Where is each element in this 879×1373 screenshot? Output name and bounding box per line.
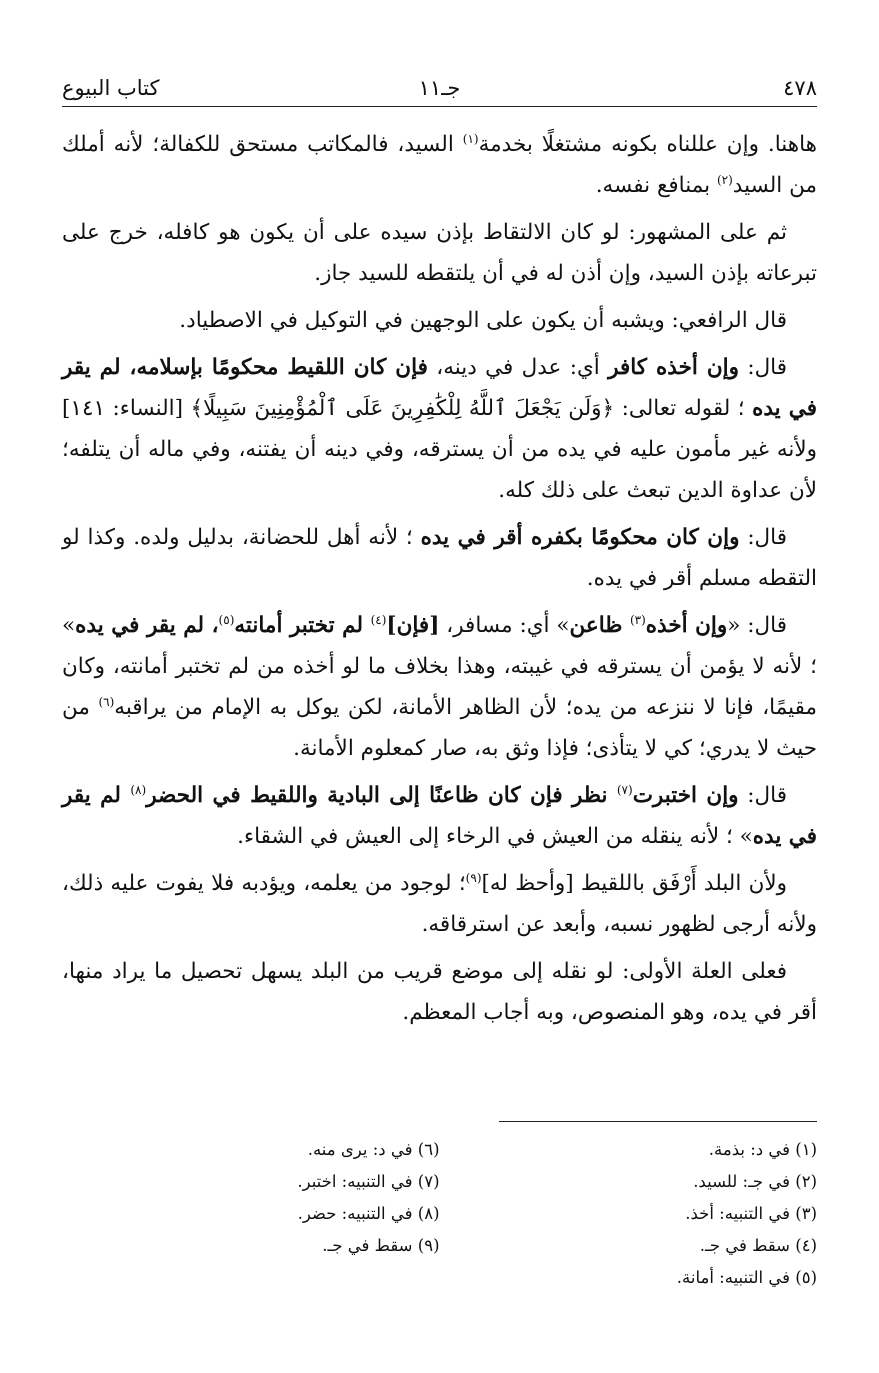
bold-text: وإن أخذه — [645, 613, 728, 638]
footnote-marker: (١) — [462, 131, 479, 146]
footnote-marker: (٦) — [98, 694, 115, 709]
footnote: (٩) سقط في جـ. — [322, 1236, 440, 1255]
footnote-marker: (٥) — [218, 612, 235, 627]
text-segment: فعلى العلة الأولى: لو نقله إلى موضع قريب من البلد يسهل تحصيل ما يراد منها، أقر في يده، وهو المنصوص، وبه أجاب المعظم. — [62, 959, 817, 1025]
bold-text: ظاعن — [569, 613, 630, 638]
bold-text: [فإن] — [386, 613, 440, 638]
page-header — [62, 64, 817, 107]
text-segment: » ؛ لأنه ينقله من العيش في الرخاء إلى العيش في الشقاء. — [237, 824, 753, 849]
footnotes-right-column — [440, 1134, 818, 1294]
text-segment: ؛ لوجود من يعلمه، ويؤدبه فلا يفوت عليه ذلك، ولأنه أرجى لظهور نسبه، وأبعد عن استرقاقه. — [62, 871, 817, 937]
text-segment: ثم على المشهور: لو كان الالتقاط بإذن سيده على أن يكون هو كافله، خرج على تبرعاته بإذن السيد، وإن أذن له في أن يلتقطه للسيد جاز. — [62, 220, 817, 286]
footnote-separator — [499, 1121, 817, 1122]
text-segment: ولأن البلد أَرْفَق باللقيط [وأحظ له] — [481, 871, 788, 896]
footnote: (٧) في التنبيه: اختبر. — [297, 1172, 440, 1191]
text-segment: قال: « — [727, 613, 787, 638]
text-segment: السيد، فالمكاتب مستحق للكفالة؛ لأنه أملك من السيد — [62, 132, 817, 198]
paragraph-p8 — [62, 863, 817, 945]
footnote: (٥) في التنبيه: أمانة. — [676, 1268, 817, 1287]
text-segment: » أي: مسافر، — [439, 613, 570, 638]
bold-text: فإن كان اللقيط محكومًا بإسلامه، لم يقر في يده — [62, 355, 817, 421]
footnote: (٦) في د: يرى منه. — [307, 1140, 440, 1159]
text-segment: قال: — [739, 525, 788, 550]
footnote: (٤) سقط في جـ. — [699, 1236, 817, 1255]
paragraph-p9 — [62, 951, 817, 1033]
footnote-marker: (٣) — [629, 612, 646, 627]
footnotes-left-column — [62, 1134, 440, 1294]
text-segment: قال: — [738, 783, 787, 808]
footnote-marker: (٧) — [616, 782, 633, 797]
paragraph-p1 — [62, 124, 817, 206]
footnote-marker: (٤) — [370, 612, 387, 627]
text-segment: هاهنا. وإن عللناه بكونه مشتغلًا بخدمة — [478, 132, 817, 157]
bold-text: لم يقر في يده — [62, 783, 817, 849]
paragraph-p2 — [62, 212, 817, 294]
bold-text: وإن اختبرت — [632, 783, 739, 808]
bold-text: نظر فإن كان ظاعنًا إلى البادية واللقيط في الحضر — [146, 783, 617, 808]
text-segment: ؛ لأنه أهل للحضانة، بدليل ولده. وكذا لو التقطه مسلم أقر في يده. — [62, 525, 817, 591]
paragraph-p3 — [62, 300, 817, 341]
bold-text: لم تختبر أمانته — [234, 613, 371, 638]
paragraph-p7 — [62, 775, 817, 857]
footnote-marker: (٩) — [465, 870, 482, 885]
footnote: (١) في د: بذمة. — [708, 1140, 817, 1159]
bold-text: ، لم يقر في يده — [75, 613, 219, 638]
bold-text: وإن كان محكومًا بكفره أقر في يده — [420, 525, 740, 550]
footnote-marker: (٨) — [130, 782, 147, 797]
text-segment: من حيث لا يدري؛ كي لا يتأذى؛ فإذا وثق به، صار كمعلوم الأمانة. — [62, 695, 817, 761]
footnote: (٨) في التنبيه: حضر. — [297, 1204, 440, 1223]
text-segment: ؛ لقوله تعالى: ﴿وَلَن يَجْعَلَ ٱللَّهُ لِلْكَٰفِرِينَ عَلَى ٱلْمُؤْمِنِينَ سَبِيلًا﴾ [النساء: ١٤١] ولأنه غير مأمون عليه في يده من أن يسترقه، وفي دينه أن يفتنه، وفي ماله أن يتلفه؛ لأن عداوة الدين تبعث على ذلك كله. — [62, 396, 817, 503]
page-number: ٤٧٨ — [783, 76, 817, 100]
text-segment: أي: عدل في دينه، — [427, 355, 609, 380]
text-segment: » ؛ لأنه لا يؤمن أن يسترقه في غيبته، وهذا بخلاف ما لو أخذه من لم تختبر أمانته، وكان مقيمًا، فإنا لا ننزعه من يده؛ لأن الظاهر الأمانة، لكن يوكل به الإمام من يراقبه — [62, 613, 818, 720]
paragraph-p6 — [62, 605, 817, 769]
main-text — [62, 124, 817, 1039]
paragraph-p5 — [62, 517, 817, 599]
footnote: (٢) في جـ: للسيد. — [693, 1172, 817, 1191]
text-segment: بمنافع نفسه. — [595, 173, 717, 198]
footnotes — [62, 1134, 817, 1294]
paragraph-p4 — [62, 347, 817, 511]
book-title: كتاب البيوع — [62, 76, 160, 100]
footnote: (٣) في التنبيه: أخذ. — [685, 1204, 817, 1223]
volume-number: جـ١١ — [418, 76, 461, 100]
text-segment: قال: — [738, 355, 788, 380]
text-segment: قال الرافعي: ويشبه أن يكون على الوجهين في التوكيل في الاصطياد. — [179, 308, 787, 333]
footnote-marker: (٢) — [716, 172, 733, 187]
bold-text: وإن أخذه كافر — [608, 355, 739, 380]
